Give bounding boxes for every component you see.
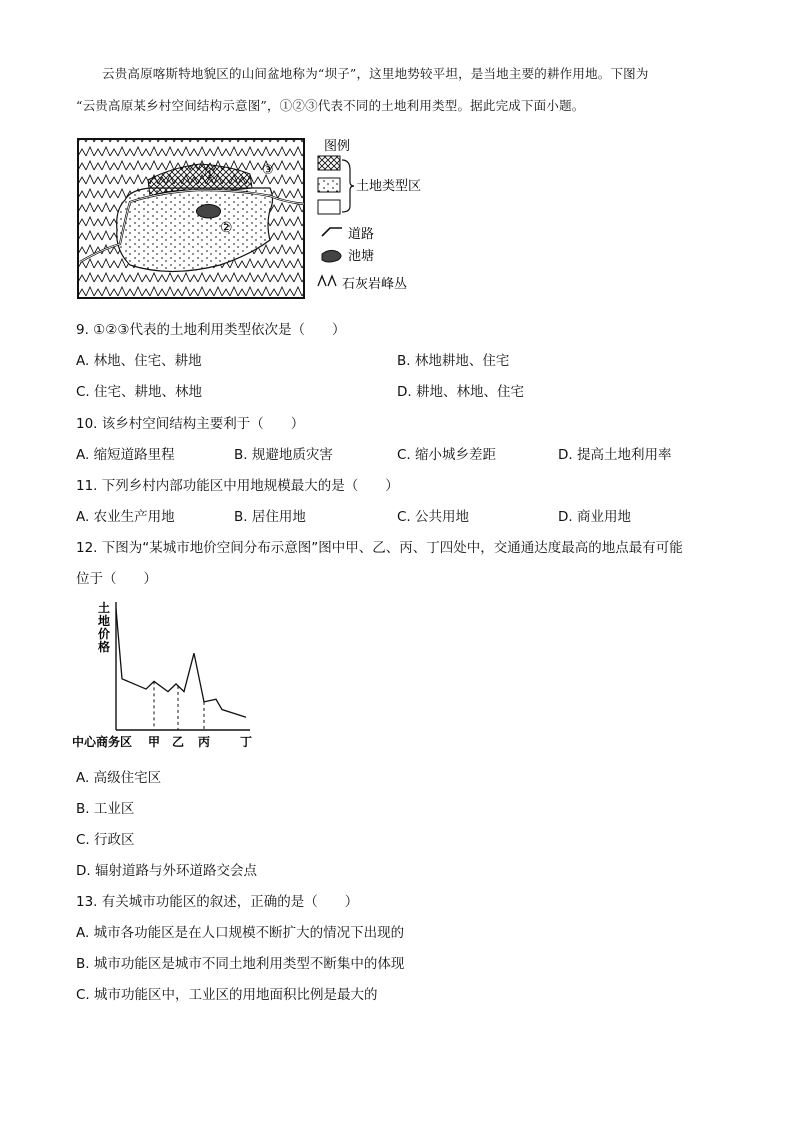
- x-tick-label: 甲: [148, 735, 161, 749]
- intro-line-2: “云贵高原某乡村空间结构示意图”，①②③代表不同的土地利用类型。据此完成下面小题。: [76, 98, 585, 113]
- q9-option-b[interactable]: B. 林地耕地、住宅: [397, 353, 510, 369]
- q10-option-b[interactable]: B. 规避地质灾害: [234, 447, 333, 463]
- q13-option-a[interactable]: A. 城市各功能区是在人口规模不断扩大的情况下出现的: [76, 925, 405, 941]
- label-3: ③: [262, 163, 274, 178]
- q11-option-b[interactable]: B. 居住用地: [234, 509, 306, 525]
- y-axis-label: 土地价格: [98, 601, 111, 654]
- q9-option-c[interactable]: C. 住宅、耕地、林地: [76, 384, 203, 400]
- q9-option-a[interactable]: A. 林地、住宅、耕地: [76, 353, 202, 369]
- legend-road-label: 道路: [348, 227, 375, 242]
- legend-dot-swatch: [318, 178, 340, 192]
- q13-stem: 13. 有关城市功能区的叙述，正确的是（ ）: [76, 894, 359, 910]
- q11-option-c[interactable]: C. 公共用地: [397, 509, 470, 525]
- legend-road-icon: [322, 228, 342, 236]
- pond-icon: [196, 204, 220, 218]
- q10-stem: 10. 该乡村空间结构主要利于（ ）: [76, 416, 305, 432]
- price-series-line: [116, 608, 246, 717]
- legend-blank-swatch: [318, 200, 340, 214]
- land-price-chart: [70, 596, 270, 756]
- x-tick-label: 丙: [198, 735, 211, 749]
- q12-option-c[interactable]: C. 行政区: [76, 832, 135, 848]
- legend-title: 图例: [324, 139, 351, 154]
- q13-option-c[interactable]: C. 城市功能区中，工业区的用地面积比例是最大的: [76, 987, 378, 1003]
- intro-line-1: 云贵高原喀斯特地貌区的山间盆地称为“坝子”，这里地势较平坦，是当地主要的耕作用地。下图为: [102, 66, 649, 81]
- x-tick-label: 中心商务区: [72, 735, 133, 749]
- legend-brace: [342, 160, 354, 212]
- village-structure-map: [70, 130, 430, 302]
- legend-land-label: 土地类型区: [356, 179, 422, 194]
- legend-peak-label: 石灰岩峰丛: [342, 277, 408, 292]
- q11-stem: 11. 下列乡村内部功能区中用地规模最大的是（ ）: [76, 478, 399, 494]
- q11-option-d[interactable]: D. 商业用地: [558, 509, 631, 525]
- q13-option-b[interactable]: B. 城市功能区是城市不同土地利用类型不断集中的体现: [76, 956, 405, 972]
- q10-option-c[interactable]: C. 缩小城乡差距: [397, 447, 497, 463]
- x-tick-label: 乙: [172, 735, 185, 749]
- q11-option-a[interactable]: A. 农业生产用地: [76, 509, 175, 525]
- x-tick-label: 丁: [240, 735, 253, 749]
- q9-option-d[interactable]: D. 耕地、林地、住宅: [397, 384, 524, 400]
- q12-option-b[interactable]: B. 工业区: [76, 801, 135, 817]
- q12-option-a[interactable]: A. 高级住宅区: [76, 770, 162, 786]
- q12-stem-line-1: 12. 下图为“某城市地价空间分布示意图”图中甲、乙、丙、丁四处中，交通通达度最高的地点最有可能: [76, 540, 683, 556]
- q12-stem-line-2: 位于（ ）: [76, 571, 157, 587]
- legend-peak-icon: [318, 276, 336, 286]
- legend-cross-swatch: [318, 156, 340, 170]
- label-1: ①: [204, 167, 216, 182]
- q12-option-d[interactable]: D. 辐射道路与外环道路交会点: [76, 863, 257, 879]
- legend-pond-label: 池塘: [348, 249, 375, 264]
- q9-stem: 9. ①②③代表的土地利用类型依次是（ ）: [76, 322, 346, 338]
- label-2: ②: [220, 220, 233, 236]
- q10-option-a[interactable]: A. 缩短道路里程: [76, 447, 175, 463]
- legend-pond-icon: [322, 250, 341, 262]
- q10-option-d[interactable]: D. 提高土地利用率: [558, 447, 672, 463]
